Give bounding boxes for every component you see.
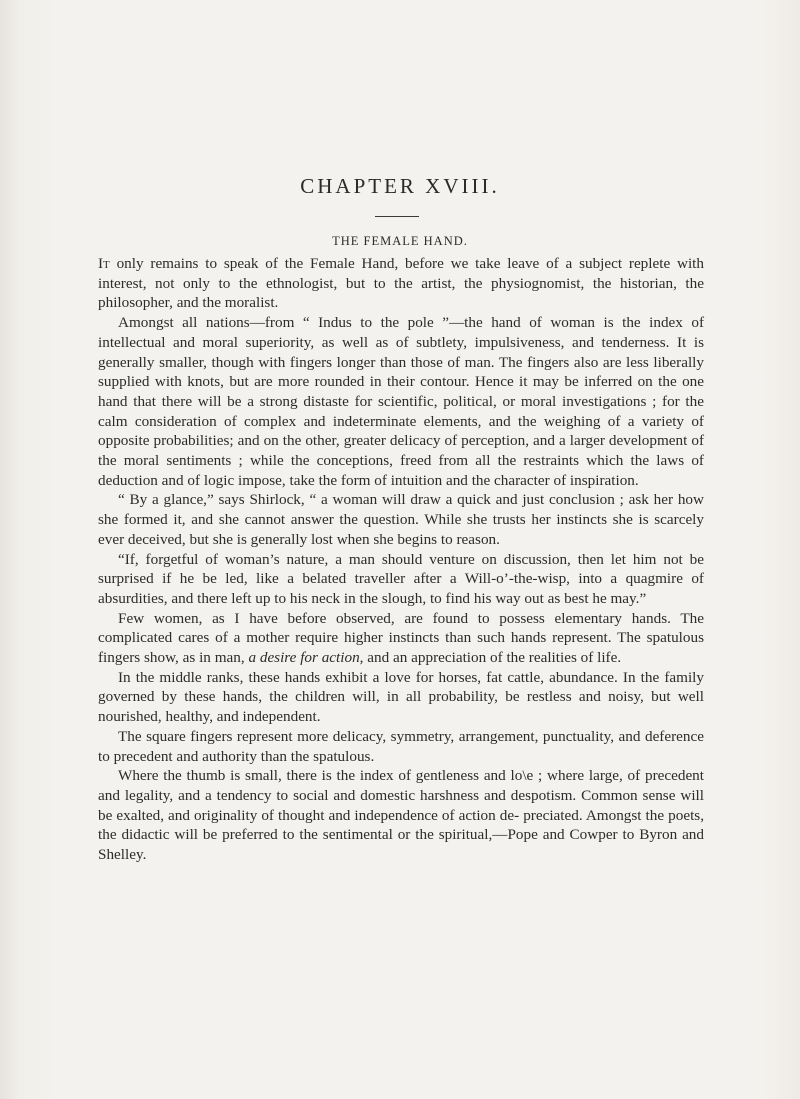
paragraph-text: only remains to speak of the Female Hand, before we take leave of a subject replete with interest, not only to the ethnologist, but to the artist, the physiognomist, the historian, the philosopher, and the moralist. bbox=[98, 255, 704, 312]
body-text bbox=[98, 254, 704, 865]
heading-rule bbox=[375, 216, 419, 217]
paragraph bbox=[98, 254, 704, 313]
paragraph-text: and an appreciation of the realities of life. bbox=[363, 649, 622, 667]
paragraph: “If, forgetful of woman’s nature, a man should venture on discussion, then let him not be surprised if he be led, like a belated traveller after a Will-o’-the-wisp, into a quagmire of absurdities, and there left up to his neck in the slough, to find his way out as best he may.” bbox=[98, 550, 704, 607]
paragraph: The square fingers represent more delicacy, symmetry, arrangement, punctuality, and deference to precedent and authority than the spatulous. bbox=[98, 727, 704, 765]
paragraph-text: Few women, as I have before observed, are found to possess elementary hands. The complicated cares of a mother require higher instincts than such hands represent. The spatulous fingers show, as in man, bbox=[98, 609, 704, 667]
paragraph: Amongst all nations—from “ Indus to the pole ”—the hand of woman is the index of intellectual and moral superiority, as well as of subtlety, impulsiveness, and tenderness. It is generally smaller, though with fingers longer than those of man. The fingers also are less liberally supplied with knots, but are more rounded in their contour. Hence it may be inferred on the one hand that there will be a strong distaste for scientific, political, or moral investigations ; for the calm consideration of complex and indeterminate elements, and the weighing of a variety of opposite probabilities; and on the other, greater delicacy of perception, and a larger development of the moral sentiments ; while the conceptions, freed from all the restraints which the laws of deduction and of logic impose, take the form of intuition and the character of inspiration. bbox=[98, 314, 704, 489]
paragraph bbox=[98, 609, 704, 668]
paragraph-lead: It bbox=[98, 255, 110, 272]
section-title: THE FEMALE HAND. bbox=[332, 234, 468, 248]
paragraph: In the middle ranks, these hands exhibit a love for horses, fat cattle, abundance. In the family governed by these hands, the children will, in all probability, be restless and noisy, but well nourished, healthy, and independent. bbox=[98, 668, 704, 726]
paragraph: Where the thumb is small, there is the index of gentleness and lo\e ; where large, of precedent and legality, and a tendency to social and domestic harshness and despotism. Common sense will be exalted, and originality of thought and independence of action de- preciated. Amongst the poets, the didactic will be preferred to the sentimental or the spiritual,—Pope and Cowper to Byron and Shelley. bbox=[98, 767, 704, 864]
paragraph: “ By a glance,” says Shirlock, “ a woman will draw a quick and just conclusion ; ask her how she formed it, and she cannot answer the question. While she trusts her instincts she is scarcely ever deceived, but she is generally lost when she begins to reason. bbox=[98, 491, 704, 548]
chapter-heading: CHAPTER XVIII. bbox=[300, 174, 500, 198]
italic-phrase: a desire for action, bbox=[248, 649, 364, 667]
